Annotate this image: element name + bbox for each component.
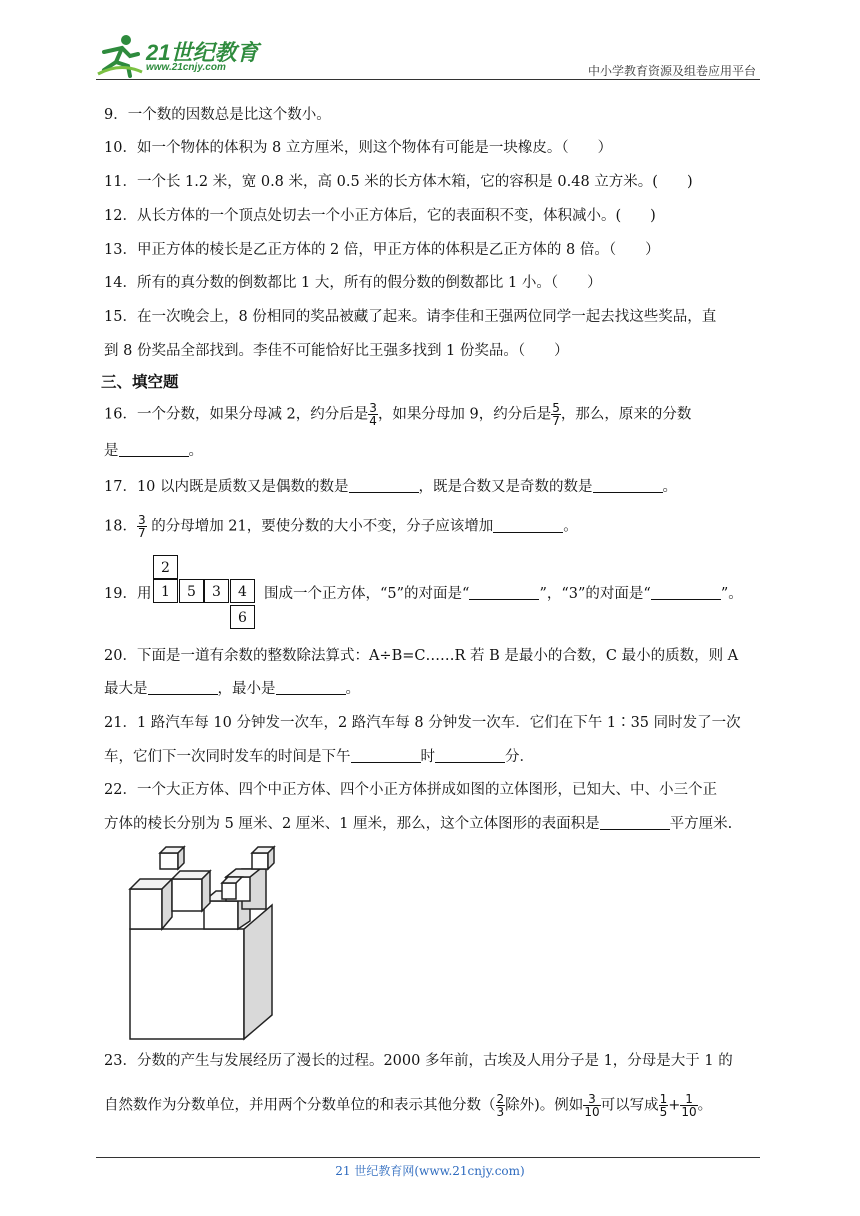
fraction-denominator: 7 [137, 526, 146, 540]
question-20-line1: 20．下面是一道有余数的整数除法算式：A÷B=C……R 若 B 是最小的合数，C 最小的质数，则 A [104, 648, 739, 664]
question-13: 13．甲正方体的棱长是乙正方体的 2 倍，甲正方体的体积是乙正方体的 8 倍。（ ） [104, 242, 660, 258]
answer-blank[interactable] [493, 518, 563, 533]
answer-blank[interactable] [469, 585, 539, 600]
question-21-line1: 21．1 路汽车每 10 分钟发一次车，2 路汽车每 8 分钟发一次车．它们在下午 1∶35 同时发了一次 [104, 715, 741, 731]
q16-text-e: 。 [188, 443, 203, 459]
fraction-denominator: 10 [584, 1105, 600, 1119]
question-17 [104, 477, 677, 497]
question-10: 10．如一个物体的体积为 8 立方厘米，则这个物体有可能是一块橡皮。（ ） [104, 140, 613, 156]
answer-blank[interactable] [435, 748, 505, 763]
fraction-numerator: 5 [552, 401, 560, 415]
question-15-line1: 15．在一次晚会上，8 份相同的奖品被藏了起来。请李佳和王强两位同学一起去找这些奖品，直 [104, 309, 717, 325]
q18-text-b: 的分母增加 21，要使分数的大小不变，分子应该增加 [146, 518, 494, 535]
footer-divider [96, 1157, 760, 1158]
q18-fraction [137, 514, 147, 539]
plus-sign: + [668, 1097, 681, 1114]
logo-text: 21世纪教育 [146, 40, 259, 65]
q23-fraction-4 [680, 1093, 697, 1118]
q20-text-b: ，最小是 [217, 681, 276, 697]
q23-text-c: 可以写成 [600, 1097, 659, 1114]
answer-blank[interactable] [351, 748, 421, 763]
net-cell: 6 [230, 605, 255, 629]
q23-text-end: 。 [697, 1097, 713, 1114]
answer-blank[interactable] [276, 680, 346, 695]
fraction-denominator: 3 [496, 1105, 505, 1119]
q23-text-a: 自然数作为分数单位，并用两个分数单位的和表示其他分数（ [104, 1097, 496, 1114]
q16-fraction-1 [368, 402, 378, 427]
fraction-denominator: 5 [659, 1105, 668, 1119]
fraction-denominator: 10 [681, 1105, 697, 1119]
answer-blank[interactable] [600, 815, 670, 830]
q22-text-a: 方体的棱长分别为 5 厘米、2 厘米、1 厘米，那么，这个立体图形的表面积是 [104, 816, 600, 832]
q18-text-a: 18． [104, 518, 137, 535]
question-22-line1: 22．一个大正方体、四个中正方体、四个小正方体拼成如图的立体图形，已知大、中、小三个正 [104, 782, 717, 798]
fraction-numerator: 3 [583, 1093, 600, 1106]
platform-name: 中小学教育资源及组卷应用平台 [587, 64, 756, 78]
q21-text-b: 时 [420, 749, 435, 765]
q20-text-a: 最大是 [104, 681, 148, 697]
stacked-cubes-figure [126, 843, 278, 1043]
question-11: 11．一个长 1.2 米，宽 0.8 米，高 0.5 米的长方体木箱，它的容积是 0.48 立方米。( ) [104, 174, 693, 190]
question-14: 14．所有的真分数的倒数都比 1 大，所有的假分数的倒数都比 1 小。（ ） [104, 275, 602, 291]
q21-text-a: 车，它们下一次同时发车的时间是下午 [104, 749, 351, 765]
question-19-label: 19．用 [104, 586, 152, 602]
fraction-denominator: 7 [552, 414, 560, 428]
net-cell: 4 [230, 579, 255, 603]
question-20-line2 [104, 679, 360, 699]
logo-url: www.21cnjy.com [146, 62, 226, 73]
q17-text-c: 。 [662, 479, 678, 495]
answer-blank[interactable] [349, 478, 419, 493]
net-cell: 1 [153, 579, 178, 603]
footer-text: 21 世纪教育网(www.21cnjy.com) [335, 1164, 525, 1178]
question-15-line2: 到 8 份奖品全部找到。李佳不可能恰好比王强多找到 1 份奖品。（ ） [104, 343, 569, 359]
fraction-numerator: 3 [369, 401, 377, 415]
q20-text-c: 。 [345, 681, 360, 697]
question-12: 12．从长方体的一个顶点处切去一个小正方体后，它的表面积不变，体积减小。( ) [104, 208, 656, 224]
q17-text-b: ，既是合数又是奇数的数是 [418, 479, 593, 495]
q16-text-c: ，那么，原来的分数 [560, 406, 692, 423]
answer-blank[interactable] [119, 442, 189, 457]
answer-blank[interactable] [148, 680, 218, 695]
net-cell: 5 [179, 579, 204, 603]
answer-blank[interactable] [593, 478, 663, 493]
question-19-text [264, 584, 743, 604]
q17-text-a: 17．10 以内既是质数又是偶数的数是 [104, 479, 349, 495]
question-16-line2 [104, 441, 203, 461]
q18-text-c: 。 [563, 518, 578, 535]
fraction-numerator: 2 [496, 1092, 505, 1106]
q19-text-b: 围成一个正方体，“5”的对面是“ [264, 586, 470, 602]
q16-text-b: ，如果分母加 9，约分后是 [377, 406, 552, 423]
q19-text-d: ”。 [720, 586, 743, 602]
net-cell: 3 [204, 579, 229, 603]
fraction-numerator: 1 [659, 1092, 668, 1106]
question-18 [104, 514, 578, 539]
q23-text-b: 除外)。例如 [505, 1097, 584, 1114]
question-21-line2 [104, 747, 534, 767]
question-22-line2 [104, 814, 732, 834]
page-header [96, 30, 760, 80]
q23-fraction-3 [659, 1093, 669, 1118]
fraction-numerator: 1 [680, 1093, 697, 1106]
cube-net-figure [153, 555, 257, 631]
q16-text-d: 是 [104, 443, 119, 459]
q22-text-b: 平方厘米. [669, 816, 733, 832]
q16-text-a: 16．一个分数，如果分母减 2，约分后是 [104, 406, 369, 423]
question-23-line2 [104, 1093, 712, 1118]
question-23-line1: 23．分数的产生与发展经历了漫长的过程。2000 多年前，古埃及人用分子是 1，分母是大于 1 的 [104, 1053, 733, 1069]
q16-fraction-2 [551, 402, 561, 427]
section-heading-fill-in: 三、填空题 [101, 373, 179, 391]
q19-text-c: ”，“3”的对面是“ [539, 586, 651, 602]
q23-fraction-2 [583, 1093, 600, 1118]
runner-logo-icon [96, 32, 144, 78]
q23-fraction-1 [496, 1093, 506, 1118]
header-divider [96, 79, 760, 80]
question-16-line1 [104, 402, 691, 427]
fraction-denominator: 4 [369, 414, 377, 428]
net-cell: 2 [153, 555, 178, 579]
q21-text-c: 分． [505, 749, 534, 765]
fraction-numerator: 3 [137, 513, 146, 527]
logo [96, 30, 266, 78]
question-9: 9．一个数的因数总是比这个数小。 [104, 107, 331, 123]
answer-blank[interactable] [651, 585, 721, 600]
